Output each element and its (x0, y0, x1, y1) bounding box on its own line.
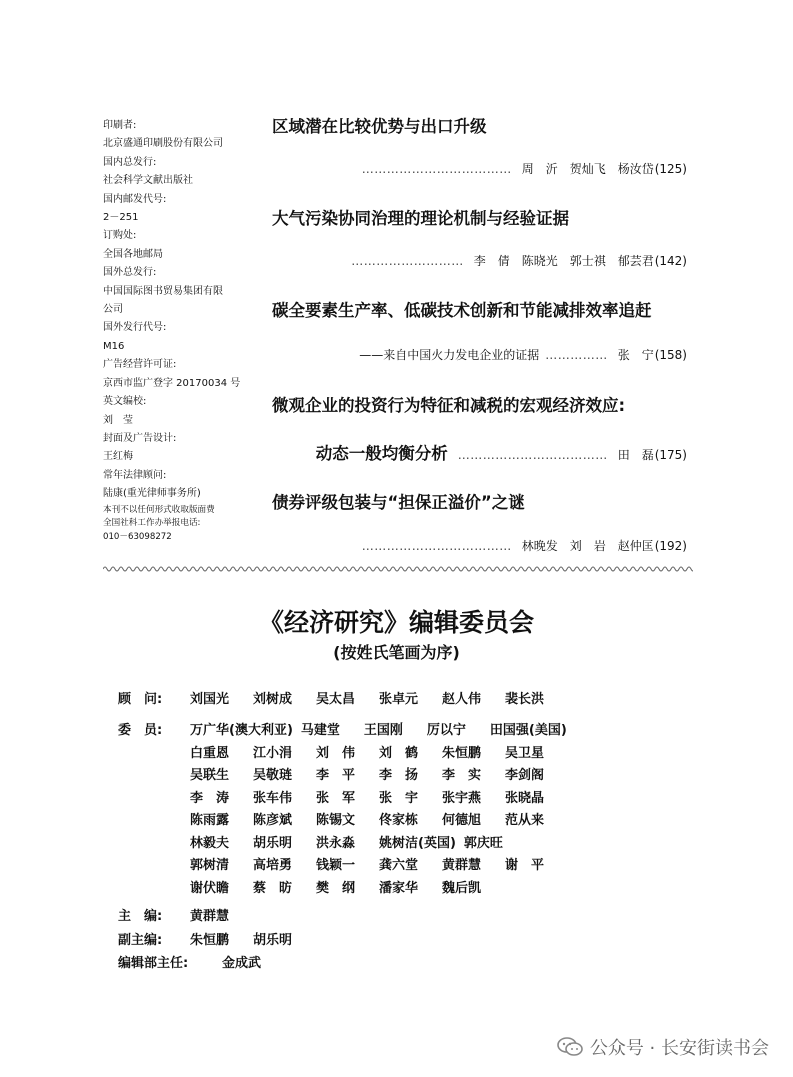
publisher-notes (103, 504, 263, 545)
deputy-editor-name: 朱恒鹏 (190, 933, 230, 948)
member-name: 刘 伟 (316, 745, 356, 761)
toc-leader-dots: ……………………………… (457, 448, 608, 462)
member-name: 陈锡文 (316, 813, 356, 828)
deputy-editor-label: 副主编: (118, 933, 163, 948)
toc-author-names: 林晚发 刘 岩 赵仲匡 (521, 539, 654, 553)
watermark-text: 公众号 · 长安街读书会 (589, 1038, 769, 1059)
member-name: 白重恩 (190, 745, 230, 761)
member-name: 谢 平 (505, 858, 545, 873)
deputy-editor-name: 胡乐明 (253, 933, 293, 948)
member-name: 李 涛 (190, 790, 230, 806)
toc-authors-4 (316, 440, 687, 464)
publisher-line: 印刷者: (103, 120, 137, 131)
publisher-line: 北京盛通印刷股份有限公司 (103, 138, 223, 150)
member-name: 田国强(美国) (489, 723, 567, 738)
advisor-name: 裴长洪 (505, 692, 545, 707)
member-name: 高培勇 (253, 858, 293, 873)
member-name: 吴敬琏 (253, 768, 293, 783)
member-name: 姚树洁(英国) (379, 835, 456, 851)
member-name: 李 实 (442, 768, 482, 783)
member-name: 胡乐明 (253, 835, 293, 851)
publisher-line: 国外总发行: (103, 267, 157, 279)
advisor-name: 赵人伟 (442, 692, 482, 707)
publisher-line: 社会科学文献出版社 (103, 175, 193, 187)
toc-title-1[interactable]: 区域潜在比较优势与出口升级 (272, 117, 487, 136)
member-name: 张车伟 (253, 790, 293, 806)
member-name: 万广华(澳大利亚) (190, 723, 293, 738)
advisor-name: 刘树成 (253, 692, 293, 707)
deputy-editors (190, 929, 630, 952)
chief-editor (190, 905, 630, 928)
wave-divider (103, 564, 693, 574)
toc-page-number: (125) (654, 162, 687, 176)
member-name: 朱恒鹏 (442, 745, 482, 761)
member-name: 厉以宁 (426, 723, 466, 738)
member-name: 张 宇 (379, 790, 419, 806)
publisher-note: 010－63098272 (103, 531, 172, 542)
publisher-lines (103, 117, 263, 504)
name-row (190, 854, 630, 877)
member-name: 郭庆旺 (463, 835, 503, 851)
publisher-line: 封面及广告设计: (103, 432, 177, 444)
toc-page-number: (158) (654, 348, 687, 362)
name-row (190, 764, 630, 787)
publisher-line: 中国国际图书贸易集团有限 (103, 285, 223, 297)
toc-subtitle: ——来自中国火力发电企业的证据 (359, 348, 540, 362)
toc-page-number: (175) (654, 448, 687, 462)
member-name: 张晓晶 (505, 790, 545, 806)
member-name: 佟家栋 (379, 813, 419, 828)
publisher-line: 国内总发行: (103, 156, 157, 168)
advisor-name: 刘国光 (190, 692, 230, 707)
member-name: 谢伏瞻 (190, 880, 230, 896)
toc-title-5[interactable]: 债券评级包装与“担保正溢价”之谜 (272, 493, 525, 512)
toc-title-3[interactable]: 碳全要素生产率、低碳技术创新和节能减排效率追赶 (272, 301, 652, 320)
name-row (190, 688, 630, 711)
publisher-line: 王红梅 (103, 451, 133, 463)
name-row (190, 877, 630, 900)
publisher-note: 全国社科工作办举报电话: (103, 518, 201, 529)
member-name: 陈雨露 (190, 813, 230, 828)
member-name: 李剑阁 (505, 768, 545, 783)
director-label: 编辑部主任: (118, 956, 189, 971)
toc-page-number: (192) (654, 539, 687, 553)
publisher-line: 英文编校: (103, 396, 147, 408)
director-name: 金成武 (222, 956, 262, 971)
name-row (190, 832, 630, 855)
publisher-line: 全国各地邮局 (103, 248, 163, 260)
wechat-icon (556, 1036, 584, 1058)
member-name: 钱颖一 (316, 858, 356, 873)
publisher-line: 常年法律顾问: (103, 469, 167, 481)
toc-leader-dots: ……………………………… (361, 162, 512, 176)
member-name: 何德旭 (442, 813, 482, 828)
name-row (190, 809, 630, 832)
toc-authors-1 (362, 160, 687, 177)
advisors-list (190, 688, 630, 711)
board-title: 《经济研究》编辑委员会 (258, 608, 534, 637)
toc-leader-dots: …………… (545, 348, 608, 362)
member-name: 魏后凯 (442, 880, 482, 896)
toc-subtitle: 动态一般均衡分析 (315, 444, 448, 463)
publisher-line: 国内邮发代号: (103, 193, 167, 205)
toc-author-names: 田 磊 (617, 448, 654, 462)
toc-author-names: 周 沂 贺灿飞 杨汝岱 (521, 162, 654, 176)
name-row (190, 719, 630, 742)
member-name: 黄群慧 (442, 858, 482, 873)
member-name: 张 军 (316, 790, 356, 806)
publisher-line: 订购处: (103, 230, 137, 242)
member-name: 吴卫星 (505, 745, 545, 761)
toc-title-2[interactable]: 大气污染协同治理的理论机制与经验证据 (272, 209, 569, 228)
publisher-line: 国外发行代号: (103, 322, 167, 334)
member-name: 郭树清 (190, 858, 230, 873)
toc-leader-dots: ……………………………… (361, 539, 512, 553)
member-name: 吴联生 (190, 768, 230, 783)
member-name: 龚六堂 (379, 858, 419, 873)
member-name: 马建堂 (300, 723, 340, 738)
toc-title-4[interactable]: 微观企业的投资行为特征和减税的宏观经济效应: (272, 396, 626, 415)
advisor-name: 吴太昌 (316, 692, 356, 707)
chief-editor-label: 主 编: (118, 909, 163, 924)
member-name: 樊 纲 (316, 880, 356, 896)
toc-author-names: 李 倩 陈晓光 郭士祺 郁芸君 (473, 254, 654, 268)
publisher-note: 本刊不以任何形式收取版面费 (103, 504, 215, 515)
publisher-line: 陆康(重光律师事务所) (103, 488, 201, 500)
member-name: 范从来 (505, 813, 545, 828)
advisors-label: 顾 问: (118, 692, 163, 707)
members-list (190, 719, 630, 899)
advisor-name: 张卓元 (379, 692, 419, 707)
toc-leader-dots: ……………………… (351, 254, 464, 268)
name-row (190, 742, 630, 765)
publisher-line: 2－251 (103, 212, 139, 224)
toc-authors-5 (362, 537, 687, 554)
member-name: 刘 鹤 (379, 745, 419, 761)
member-name: 林毅夫 (190, 835, 230, 851)
wechat-watermark (556, 1034, 769, 1060)
toc-page-number: (142) (654, 254, 687, 268)
member-name: 洪永淼 (316, 835, 356, 851)
toc-authors-3 (359, 346, 687, 363)
member-name: 陈彦斌 (253, 813, 293, 828)
member-name: 李 扬 (379, 768, 419, 783)
board-subtitle: (按姓氏笔画为序) (333, 643, 460, 662)
member-name: 蔡 昉 (253, 880, 293, 896)
member-name: 李 平 (316, 768, 356, 783)
chief-editor-name: 黄群慧 (190, 909, 230, 924)
member-name: 王国刚 (363, 723, 403, 738)
member-name: 张宇燕 (442, 790, 482, 806)
member-name: 潘家华 (379, 880, 419, 896)
publisher-line: M16 (103, 340, 125, 352)
member-name: 江小涓 (253, 745, 293, 761)
director (222, 952, 662, 975)
toc-authors-2 (351, 252, 687, 269)
publisher-line: 刘 莹 (103, 414, 133, 426)
name-row (190, 787, 630, 810)
publisher-info (103, 117, 263, 544)
toc-author-names: 张 宁 (617, 348, 654, 362)
publisher-line: 公司 (103, 304, 123, 316)
publisher-line: 广告经营许可证: (103, 359, 177, 371)
members-label: 委 员: (118, 723, 163, 738)
publisher-line: 京西市监广登字 20170034 号 (103, 377, 241, 389)
